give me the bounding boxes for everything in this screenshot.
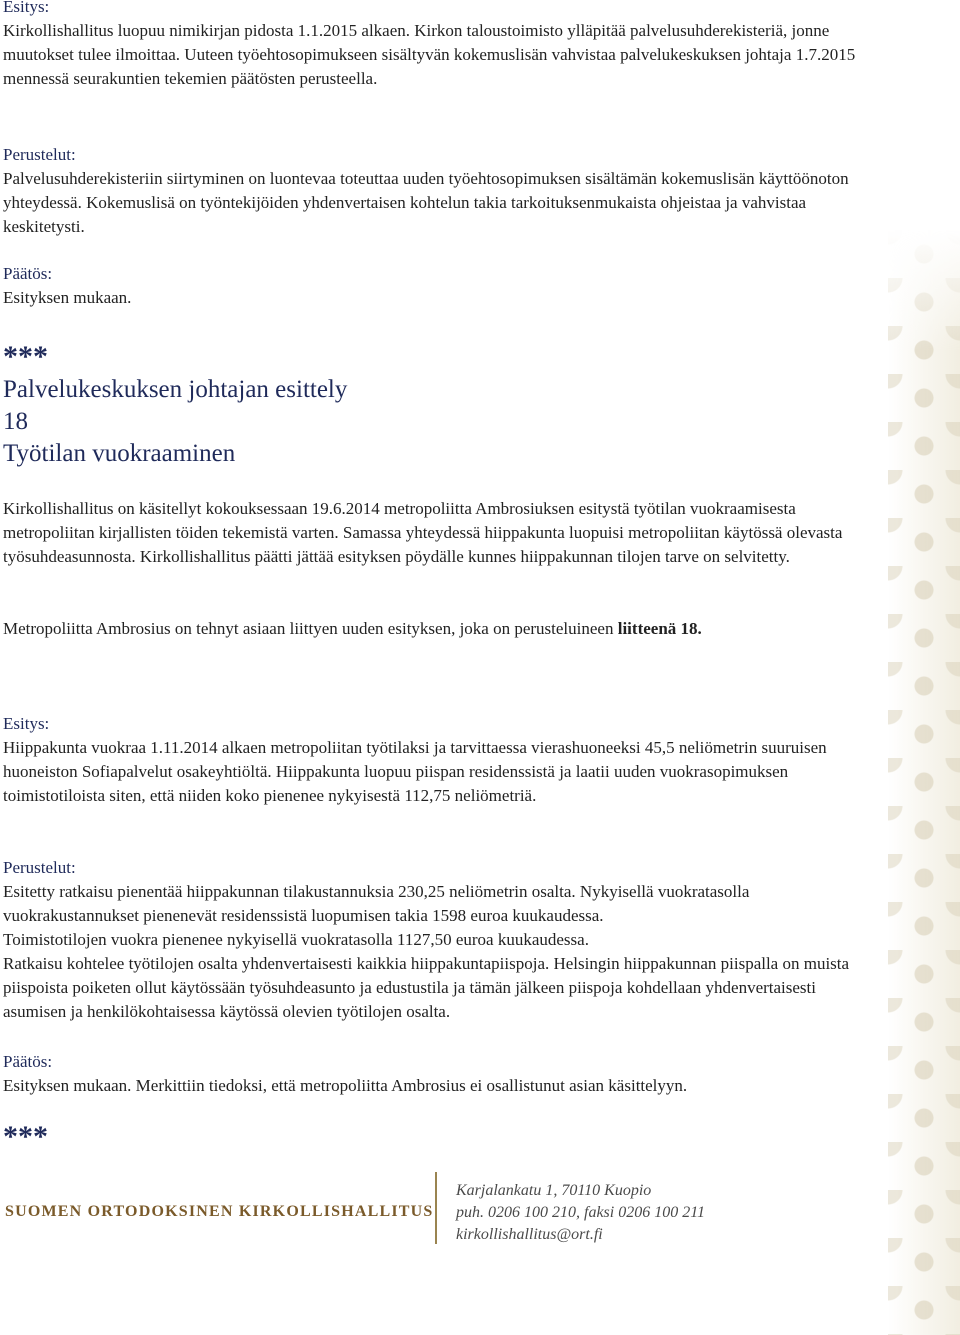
paatos-label: Päätös:	[3, 264, 53, 283]
attachment-reference: liitteenä 18.	[617, 619, 702, 638]
section-nimikirja	[3, 0, 863, 91]
footer-divider	[435, 1172, 437, 1244]
esitys-text: Kirkollishallitus luopuu nimikirjan pidosta 1.1.2015 alkaen. Kirkon taloustoimisto ylläpitää palvelusuhderekisteriä, jonne muutokset tulee ilmoittaa. Uuteen työehtosopimukseen sisältyvän kokemuslisän vahvistaa palvelukeskuksen johtaja 1.7.2015 mennessä seurakuntien tekemien päätösten perusteella.	[3, 21, 856, 88]
section-perustelut	[3, 143, 863, 239]
esitys-label: Esitys:	[3, 0, 50, 16]
separator-stars: ***	[3, 340, 48, 373]
section-esitys-2	[3, 712, 863, 808]
separator-stars-2: ***	[3, 1120, 48, 1153]
email: kirkollishallitus@ort.fi	[456, 1226, 603, 1243]
perustelut-label: Perustelut:	[3, 145, 76, 164]
section-paatos-2	[3, 1050, 863, 1098]
paatos-label-2: Päätös:	[3, 1052, 53, 1071]
attachment-text: Metropoliitta Ambrosius on tehnyt asiaan liittyen uuden esityksen, joka on perusteluineen	[3, 619, 618, 638]
contact-info	[456, 1180, 705, 1246]
perustelut-text-2c: Ratkaisu kohtelee työtilojen osalta yhdenvertaisesti kaikkia hiippakuntapiispoja. Helsingin hiippakunnan piispalla on muista piispoista poiketen ollut käytössään työsuhdeasunto ja edustustila ja tämän jälkeen piispoja kohdellaan yhdenvertaisesti asumisen ja henkilökohtaisessa käytössä olevien työtilojen osalta.	[3, 954, 850, 1021]
perustelut-text-2a: Esitetty ratkaisu pienentää hiippakunnan tilakustannuksia 230,25 neliömetrin osalta. Nykyisellä vuokratasolla vuokrakustannukset pienenevät residenssistä luopumisen takia 1598 euroa kuukaudessa.	[3, 882, 750, 925]
section-intro	[3, 497, 863, 569]
esitys-label-2: Esitys:	[3, 714, 50, 733]
section-title: Työtilan vuokraaminen	[3, 440, 236, 467]
address: Karjalankatu 1, 70110 Kuopio	[456, 1182, 652, 1199]
phone: puh. 0206 100 210, faksi 0206 100 211	[456, 1204, 706, 1221]
section-attachment-note	[3, 617, 863, 641]
section-heading: Palvelukeskuksen johtajan esittely	[3, 376, 348, 403]
perustelut-text: Palvelusuhderekisteriin siirtyminen on luontevaa toteuttaa uuden työehtosopimuksen sisältämän kokemuslisän käyttöönoton yhteydessä. Kokemuslisä on työntekijöiden yhdenvertaisen kohtelun takia tarkoituksenmukaista ohjeistaa ja vahvistaa keskitetysti.	[3, 169, 849, 236]
paatos-text: Esityksen mukaan.	[3, 288, 132, 307]
perustelut-label-2: Perustelut:	[3, 858, 76, 877]
intro-paragraph: Kirkollishallitus on käsitellyt kokouksessaan 19.6.2014 metropoliitta Ambrosiuksen esitystä työtilan vuokraamisesta metropoliitan kirjallisten töiden tekemistä varten. Samassa yhteydessä hiippakunta luopuisi metropoliitan käytössä olevasta työsuhdeasunnosta. Kirkollishallitus päätti jättää esityksen pöydälle kunnes hiippakunnan tilojen tarve on selvitetty.	[3, 499, 843, 566]
paatos-text-2: Esityksen mukaan. Merkittiin tiedoksi, että metropoliitta Ambrosius ei osallistunut asian käsittelyyn.	[3, 1076, 688, 1095]
perustelut-text-2b: Toimistotilojen vuokra pienenee nykyisellä vuokratasolla 1127,50 euroa kuukaudessa.	[3, 930, 589, 949]
section-number: 18	[3, 408, 28, 435]
esitys-text-2: Hiippakunta vuokraa 1.11.2014 alkaen metropoliitan työtilaksi ja tarvittaessa vierashuoneeksi 45,5 neliömetrin suuruisen huoneiston Sofiapalvelut osakeyhtiöltä. Hiippakunta luopuu piispan residenssistä ja laatii uuden vuokrasopimuksen toimistotiloista siten, että niiden koko pienenee nykyisestä 112,75 neliömetriä.	[3, 738, 827, 805]
section-paatos	[3, 262, 863, 310]
section-perustelut-2	[3, 856, 863, 1024]
organization-name: SUOMEN ORTODOKSINEN KIRKOLLISHALLITUS	[5, 1203, 434, 1220]
attachment-paragraph	[3, 617, 863, 641]
letterhead-footer	[0, 1168, 960, 1248]
section-heading-group	[3, 374, 863, 470]
